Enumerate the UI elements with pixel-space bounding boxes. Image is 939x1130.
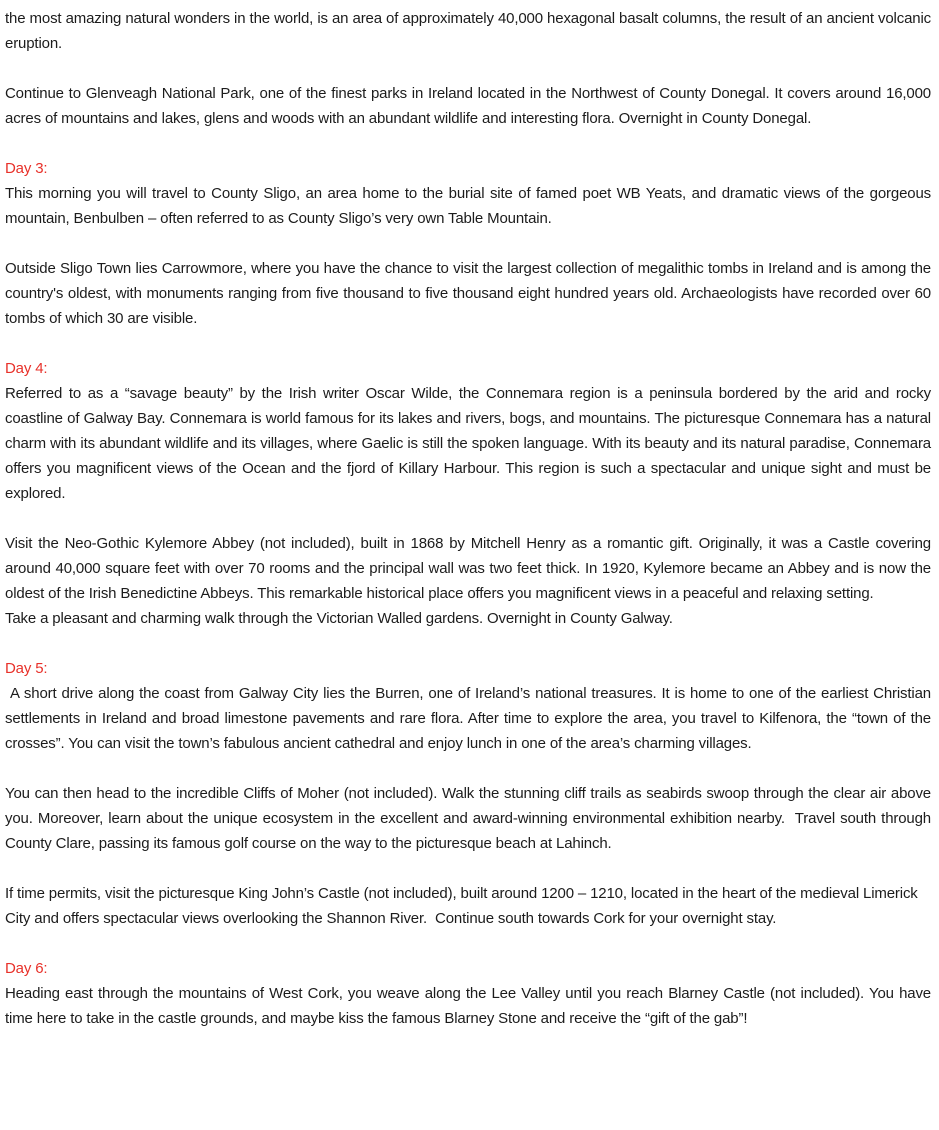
- heading-day-3: Day 3:: [5, 160, 48, 177]
- blank-line: [5, 931, 931, 956]
- body-paragraph: Continue to Glenveagh National Park, one of the finest parks in Ireland located in the Northwest of County Donegal. It covers around 16,000 acres of mountains and lakes, glens and woods with an abundant wildlife and interesting flora. Overnight in County Donegal.: [5, 85, 931, 127]
- heading-day-4: Day 4:: [5, 360, 48, 377]
- body-paragraph: Outside Sligo Town lies Carrowmore, where you have the chance to visit the largest collection of megalithic tombs in Ireland and is among the country's oldest, with monuments ranging from five thousand to five thousand eight hundred years old. Archaeologists have recorded over 60 tombs of which 30 are visible.: [5, 260, 931, 327]
- body-paragraph: Take a pleasant and charming walk through the Victorian Walled gardens. Overnight in County Galway.: [5, 610, 673, 627]
- blank-line: [5, 756, 931, 781]
- blank-line: [5, 56, 931, 81]
- blank-line: [5, 131, 931, 156]
- blank-line: [5, 231, 931, 256]
- blank-line: [5, 856, 931, 881]
- body-paragraph: If time permits, visit the picturesque King John’s Castle (not included), built around 1200 – 1210, located in the heart of the medieval Limerick City and offers spectacular views overlooking the Shannon River. Continue south towards Cork for your overnight stay.: [5, 885, 918, 927]
- body-paragraph: You can then head to the incredible Cliffs of Moher (not included). Walk the stunning cliff trails as seabirds swoop through the clear air above you. Moreover, learn about the unique ecosystem in the excellent and award-winning environmental exhibition nearby. Travel south through County Clare, passing its famous golf course on the way to the picturesque beach at Lahinch.: [5, 785, 931, 852]
- body-paragraph: Heading east through the mountains of West Cork, you weave along the Lee Valley until you reach Blarney Castle (not included). You have time here to take in the castle grounds, and maybe kiss the famous Blarney Stone and receive the “gift of the gab”!: [5, 985, 931, 1027]
- body-paragraph: A short drive along the coast from Galway City lies the Burren, one of Ireland’s national treasures. It is home to one of the earliest Christian settlements in Ireland and broad limestone pavements and rare flora. After time to explore the area, you travel to Kilfenora, the “town of the crosses”. You can visit the town’s fabulous ancient cathedral and enjoy lunch in one of the area’s charming villages.: [5, 685, 931, 752]
- blank-line: [5, 331, 931, 356]
- heading-day-6: Day 6:: [5, 960, 48, 977]
- blank-line: [5, 631, 931, 656]
- body-paragraph: This morning you will travel to County Sligo, an area home to the burial site of famed poet WB Yeats, and dramatic views of the gorgeous mountain, Benbulben – often referred to as County Sligo’s very own Table Mountain.: [5, 185, 931, 227]
- body-paragraph: Visit the Neo-Gothic Kylemore Abbey (not included), built in 1868 by Mitchell Henry as a romantic gift. Originally, it was a Castle covering around 40,000 square feet with over 70 rooms and the principal wall was two feet thick. In 1920, Kylemore became an Abbey and is now the oldest of the Irish Benedictine Abbeys. This remarkable historical place offers you magnificent views in a peaceful and relaxing setting.: [5, 535, 931, 602]
- blank-line: [5, 506, 931, 531]
- body-paragraph: Referred to as a “savage beauty” by the Irish writer Oscar Wilde, the Connemara region is a peninsula bordered by the arid and rocky coastline of Galway Bay. Connemara is world famous for its lakes and rivers, bogs, and mountains. The picturesque Connemara has a natural charm with its abundant wildlife and its villages, where Gaelic is still the spoken language. With its beauty and its natural paradise, Connemara offers you magnificent views of the Ocean and the fjord of Killary Harbour. This region is such a spectacular and unique sight and must be explored.: [5, 385, 931, 502]
- heading-day-5: Day 5:: [5, 660, 48, 677]
- body-paragraph: the most amazing natural wonders in the world, is an area of approximately 40,000 hexagonal basalt columns, the result of an ancient volcanic eruption.: [5, 10, 931, 52]
